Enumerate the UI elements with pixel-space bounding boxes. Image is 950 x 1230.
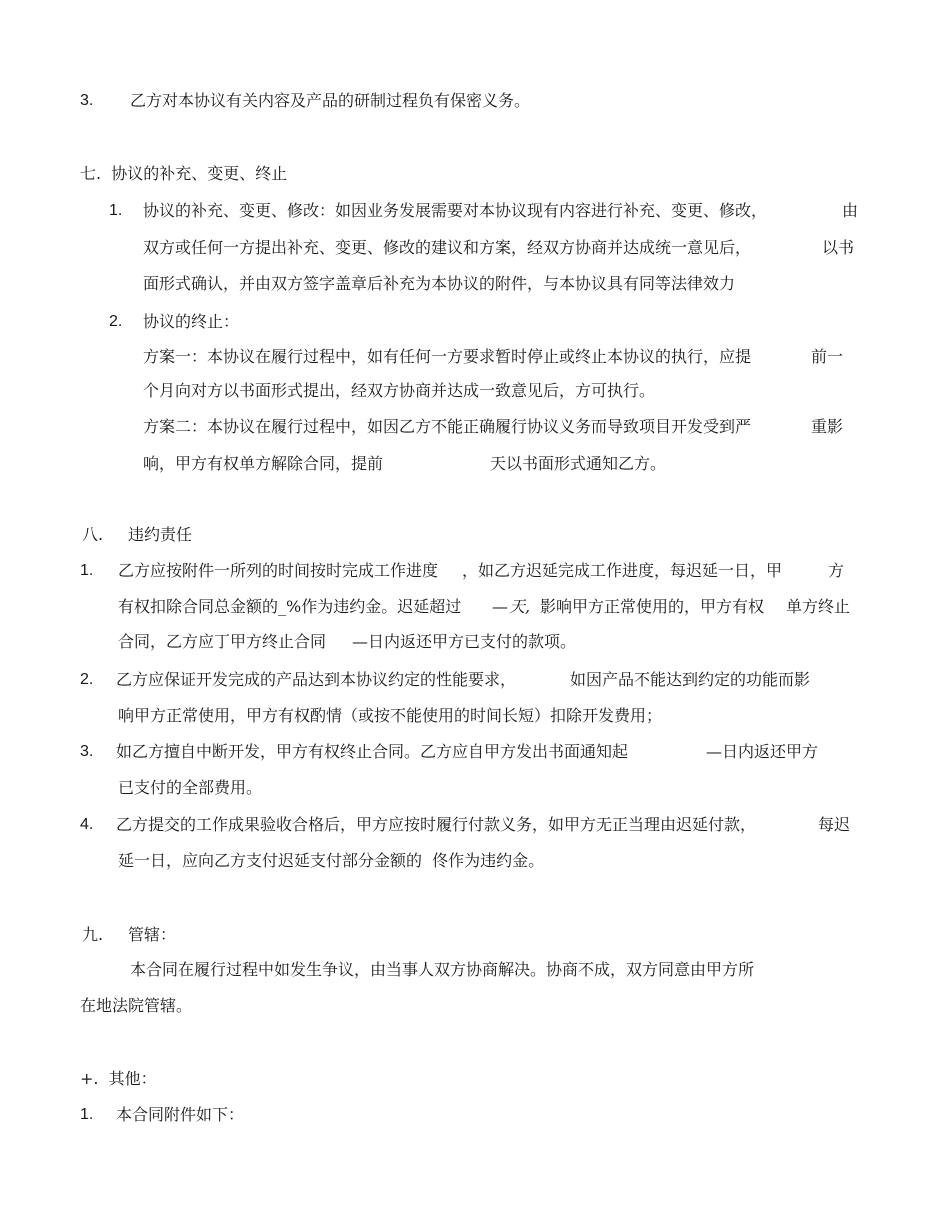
section-8-number: 八.: [82, 525, 104, 544]
s8-item4-number: 4.: [80, 816, 94, 833]
s8-item4-line1-tail: 每迟: [818, 815, 851, 834]
s9-paragraph-line2: 在地法院管辖。: [80, 996, 193, 1015]
s8-item3-line1a: 如乙方擅自中断开发，甲方有权终止合同。乙方应自甲方发出书面通知起: [116, 742, 629, 761]
section-7-heading: 七. 协议的补充、变更、终止: [80, 164, 288, 183]
s7-item1-line3: 面形式确认，并由双方签字盖章后补充为本协议的附件，与本协议具有同等法律效力: [143, 274, 736, 293]
s7-plan1-line1-tail: 前一: [811, 347, 844, 366]
s8-item2-number: 2.: [80, 671, 94, 688]
s8-item1-line1b: ，如乙方迟延完成工作进度，每迟延一日，甲: [462, 561, 783, 580]
s7-plan2-line1: 方案二：本协议在履行过程中，如因乙方不能正确履行协议义务而导致项目开发受到严: [143, 417, 752, 436]
s8-item1-line2c: 天,: [509, 597, 531, 616]
s6-item3-text: 乙方对本协议有关内容及产品的研制过程负有保密义务。: [130, 91, 531, 110]
s8-item1-line2d: 影响甲方正常使用的，甲方有权: [540, 597, 765, 616]
s7-plan2-line1-tail: 重影: [811, 417, 844, 436]
s7-item2-number: 2.: [109, 313, 123, 330]
s8-item4-line1a: 乙方提交的工作成果验收合格后，甲方应按时履行付款义务，如甲方无正当理由迟延付款，: [116, 815, 757, 834]
s8-item3-number: 3.: [80, 743, 94, 760]
s8-item1-line3b: —日内返还甲方已支付的款项。: [352, 632, 577, 651]
s7-plan2-line2b: 天以书面形式通知乙方。: [490, 454, 667, 473]
s10-item1-number: 1.: [80, 1106, 94, 1123]
s7-plan2-line2a: 响，甲方有权单方解除合同，提前: [143, 454, 384, 473]
s8-item3-line2: 已支付的全部费用。: [118, 778, 263, 797]
s8-item1-line1-tail: 方: [828, 561, 845, 580]
s8-item2-line2: 响甲方正常使用，甲方有权酌情（或按不能使用的时间长短）扣除开发费用；: [118, 706, 663, 725]
s10-item1-text: 本合同附件如下：: [116, 1105, 245, 1124]
s7-plan1-line1: 方案一：本协议在履行过程中，如有任何一方要求暂时停止或终止本协议的执行，应提: [143, 347, 752, 366]
s7-item2-line1: 协议的终止：: [143, 312, 240, 331]
s7-item1-line1-tail: 由: [842, 201, 859, 220]
s8-item1-line2b: —: [492, 597, 508, 616]
section-9-heading: 管辖：: [128, 925, 177, 944]
s7-item1-line2: 双方或任何一方提出补充、变更、修改的建议和方案，经双方协商并达成统一意见后，: [143, 238, 752, 257]
s7-item1-number: 1.: [109, 202, 123, 219]
s8-item4-line2: 延一日，应向乙方支付迟延支付部分金额的 佟作为违约金。: [118, 851, 545, 870]
s8-item1-line1a: 乙方应按附件一所列的时间按时完成工作进度: [118, 561, 439, 580]
s8-item1-line2-tail: 单方终止: [786, 597, 851, 616]
s8-item2-line1a: 乙方应保证开发完成的产品达到本协议约定的性能要求，: [116, 670, 517, 689]
s6-item3-number: 3.: [80, 92, 94, 109]
section-10-heading: +. 其他：: [80, 1069, 157, 1088]
s8-item1-line3a: 合同，乙方应丁甲方终止合同: [118, 632, 327, 651]
s8-item1-line2a: 有权扣除合同总金额的_%作为违约金。迟延超过: [118, 597, 462, 616]
section-8-heading: 违约责任: [128, 525, 193, 544]
s9-paragraph-line1: 本合同在履行过程中如发生争议，由当事人双方协商解决。协商不成，双方同意由甲方所: [130, 960, 755, 979]
s8-item3-line1b: —日内返还甲方: [706, 742, 819, 761]
s8-item1-number: 1.: [80, 562, 94, 579]
s7-item1-line1: 协议的补充、变更、修改：如因业务发展需要对本协议现有内容进行补充、变更、修改，: [143, 201, 768, 220]
s7-plan1-line2: 个月向对方以书面形式提出，经双方协商并达成一致意见后，方可执行。: [143, 381, 656, 400]
s7-item1-line2-tail: 以书: [822, 238, 855, 257]
s8-item2-line1b: 如因产品不能达到约定的功能而影: [570, 670, 811, 689]
section-9-number: 九.: [82, 925, 104, 944]
